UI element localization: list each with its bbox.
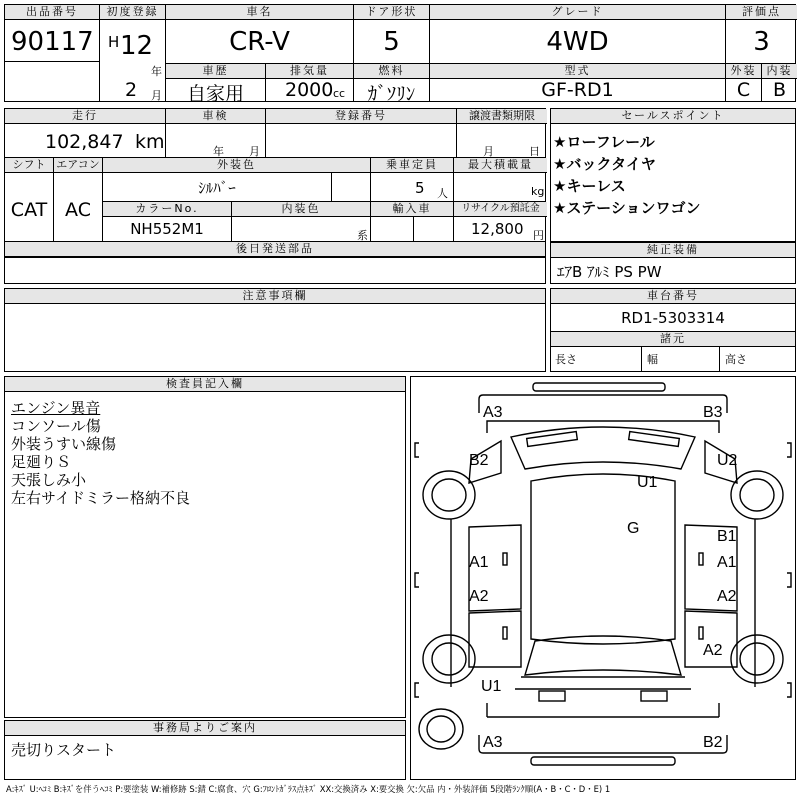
damage-mark-a2-rear-right: A2 (703, 642, 723, 659)
notes-label: 注意事項欄 (5, 289, 545, 304)
interior-score-label: 内装 (762, 64, 797, 79)
header-section (4, 4, 796, 105)
car-name: CR-V (229, 27, 290, 57)
damage-mark-u1-roof: U1 (637, 474, 658, 491)
recycle-fee: 12,800 (471, 220, 524, 238)
damage-mark-u1-rear-left: U1 (481, 678, 502, 695)
import-label: 輸入車 (371, 202, 453, 217)
displacement-unit: cc (333, 87, 346, 100)
capacity: 5 (415, 179, 425, 197)
damage-mark-b2-left: B2 (469, 452, 489, 469)
max-load-unit: kg (531, 185, 545, 198)
color-no: NH552M1 (130, 220, 204, 238)
transfer-label: 譲渡書類期限 (457, 109, 547, 124)
first-reg-label: 初度登録 (100, 5, 165, 20)
damage-mark-a1-right: A1 (717, 554, 737, 571)
transfer-day: 日 (529, 145, 540, 158)
doors: 5 (383, 27, 400, 57)
damage-mark-a1-left: A1 (469, 554, 489, 571)
displacement-label: 排気量 (266, 64, 353, 79)
month-suffix: 月 (151, 89, 162, 102)
year-suffix: 年 (151, 65, 162, 78)
shift: CAT (10, 199, 48, 221)
inspector-line: 天張しみ小 (11, 471, 87, 489)
displacement: 2000 (285, 79, 334, 101)
max-load-label: 最大積載量 (454, 158, 547, 173)
inspector-line: 外装うすい線傷 (11, 435, 117, 453)
sales-point-item: ★バックタイヤ (553, 155, 656, 173)
fuel-label: 燃料 (354, 64, 429, 79)
score-label: 評価点 (726, 5, 797, 20)
inspection-year-unit: 年 (213, 145, 224, 158)
grade-label: グレード (430, 5, 725, 20)
exterior-score-label: 外装 (726, 64, 761, 79)
model-code-label: 型式 (430, 64, 725, 79)
mileage-unit: km (135, 131, 165, 153)
ac-label: エアコン (54, 158, 102, 173)
width-label: 幅 (647, 353, 658, 366)
ext-color-label: 外装色 (103, 158, 370, 173)
ac: AC (65, 199, 91, 221)
lot-no: 90117 (11, 27, 94, 57)
history: 自家用 (186, 83, 244, 105)
equipment-text: ｴｱB ｱﾙﾐ PS PW (557, 263, 662, 281)
damage-mark-a2-left: A2 (469, 588, 489, 605)
door-label: ドア形状 (354, 5, 429, 20)
office-text: 売切りスタート (11, 741, 117, 759)
inspector-section (4, 376, 406, 718)
lot-no-label: 出品番号 (5, 5, 99, 20)
damage-mark-u2-right: U2 (717, 452, 738, 469)
color-no-label: カラーNo. (103, 202, 231, 217)
dims-label: 諸元 (551, 332, 795, 347)
legend: A:ｷｽﾞ U:ﾍｺﾐ B:ｷｽﾞを伴うﾍｺﾐ P:要塗装 W:補修跡 S:錆 C:腐食、穴 G:ﾌﾛﾝﾄｶﾞﾗｽ点ｷｽﾞ XX:交換済み X:要交換 欠:欠品 内・外装評価 5段階ﾗﾝｸ順(A・B・C・D・E) 1 (6, 784, 611, 794)
sales-points-label: セールスポイント (551, 109, 795, 124)
car-name-label: 車名 (166, 5, 353, 20)
length-label: 長さ (555, 353, 577, 366)
ext-color: ｼﾙﾊﾞｰ (198, 179, 236, 197)
damage-mark-g-glass: G (627, 520, 640, 537)
car-outline-svg (411, 377, 795, 779)
inspector-line: 足廻りＳ (11, 453, 72, 471)
height-label: 高さ (725, 353, 747, 366)
notes-section (4, 288, 546, 372)
interior-score: B (772, 79, 787, 101)
sales-point-item: ★キーレス (553, 177, 626, 195)
capacity-unit: 人 (437, 187, 448, 200)
fuel: ｶﾞｿﾘﾝ (367, 83, 416, 105)
inspection-month-unit: 月 (249, 145, 260, 158)
equipment-label: 純正装備 (551, 243, 795, 258)
capacity-label: 乗車定員 (371, 158, 453, 173)
chassis-label: 車台番号 (551, 289, 795, 304)
sales-point-item: ★ステーションワゴン (553, 199, 701, 217)
int-color-suffix: 系 (357, 229, 368, 242)
sales-points-section (550, 108, 796, 242)
equipment-section (550, 242, 796, 284)
office-label: 事務局よりご案内 (5, 721, 405, 736)
inspector-line: 左右サイドミラー格納不良 (11, 489, 190, 507)
office-section (4, 720, 406, 780)
damage-mark-a3-rear-left: A3 (483, 734, 503, 751)
model-code: GF-RD1 (541, 79, 614, 101)
era-mark: H (108, 33, 120, 51)
inspection-label: 車検 (166, 109, 265, 124)
damage-mark-b3-front-right: B3 (703, 404, 723, 421)
history-label: 車歴 (166, 64, 265, 79)
damage-mark-b1-right: B1 (717, 528, 737, 545)
damage-mark-a2-right: A2 (717, 588, 737, 605)
chassis-section (550, 288, 796, 372)
transfer-month: 月 (483, 145, 494, 158)
damage-mark-b2-rear-right: B2 (703, 734, 723, 751)
sales-point-item: ★ローフレール (553, 133, 655, 151)
chassis-no: RD1-5303314 (621, 309, 725, 327)
mileage: 102,847 (45, 131, 124, 153)
reg-no-label: 登録番号 (266, 109, 456, 124)
vehicle-info-section (4, 108, 546, 284)
grade: 4WD (546, 27, 609, 57)
car-diagram (410, 376, 796, 780)
recycle-label: リサイクル預託金 (454, 202, 547, 217)
reg-year: 12 (120, 31, 154, 61)
int-color-label: 内装色 (232, 202, 370, 217)
inspector-line: コンソール傷 (11, 417, 101, 435)
inspector-line: エンジン異音 (11, 399, 101, 417)
inspector-label: 検査員記入欄 (5, 377, 405, 392)
reg-month: 2 (125, 79, 138, 101)
exterior-score: C (736, 79, 751, 101)
mileage-label: 走行 (5, 109, 165, 124)
recycle-unit: 円 (533, 229, 544, 242)
damage-mark-a3-front-left: A3 (483, 404, 503, 421)
score: 3 (753, 27, 770, 57)
later-parts-label: 後日発送部品 (5, 242, 545, 257)
shift-label: シフト (5, 158, 53, 173)
